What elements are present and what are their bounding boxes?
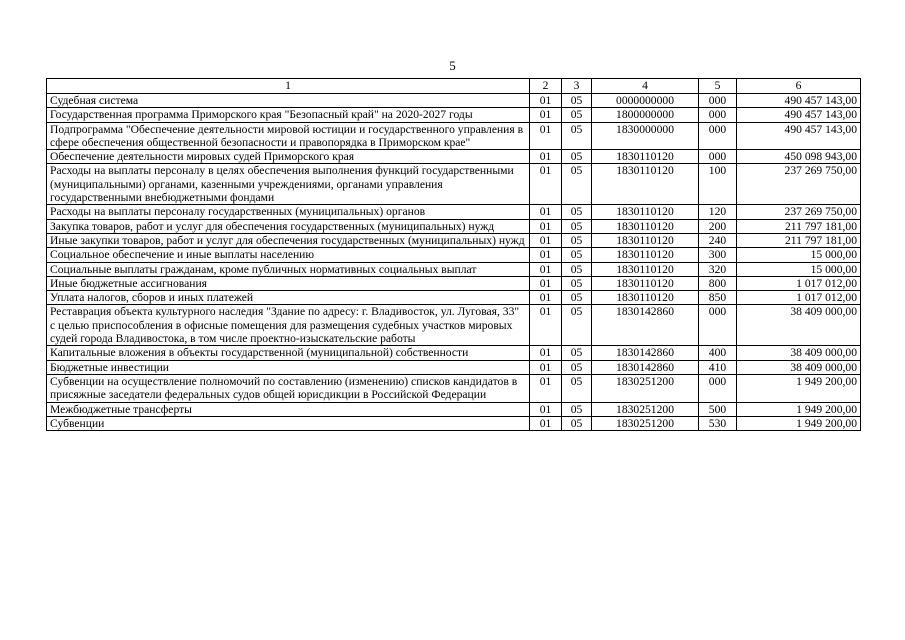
row-subsection: 05 xyxy=(562,305,592,346)
column-header-3: 3 xyxy=(562,79,592,94)
row-expense-type: 000 xyxy=(699,374,737,402)
row-subsection: 05 xyxy=(562,276,592,290)
row-subsection: 05 xyxy=(562,262,592,276)
row-expense-type: 320 xyxy=(699,262,737,276)
row-name: Судебная система xyxy=(47,94,530,108)
row-name: Субвенции xyxy=(47,416,530,430)
row-amount: 1 017 012,00 xyxy=(737,276,861,290)
row-name: Субвенции на осуществление полномочий по составлению (изменению) списков кандидатов в присяжные заседатели федеральных судов общей юрисдикции в Российской Федерации xyxy=(47,374,530,402)
row-target-article: 1830251200 xyxy=(592,402,699,416)
row-section: 01 xyxy=(530,374,562,402)
row-section: 01 xyxy=(530,205,562,219)
row-target-article: 1830110120 xyxy=(592,233,699,247)
column-header-4: 4 xyxy=(592,79,699,94)
row-amount: 211 797 181,00 xyxy=(737,219,861,233)
row-target-article: 1830110120 xyxy=(592,164,699,205)
row-section: 01 xyxy=(530,150,562,164)
table-row xyxy=(47,346,861,360)
row-target-article: 1830110120 xyxy=(592,291,699,305)
row-target-article: 1830110120 xyxy=(592,248,699,262)
row-name: Социальное обеспечение и иные выплаты населению xyxy=(47,248,530,262)
row-section: 01 xyxy=(530,416,562,430)
row-name: Бюджетные инвестиции xyxy=(47,360,530,374)
table-row xyxy=(47,248,861,262)
row-target-article: 1830142860 xyxy=(592,360,699,374)
row-section: 01 xyxy=(530,305,562,346)
row-subsection: 05 xyxy=(562,360,592,374)
column-header-2: 2 xyxy=(530,79,562,94)
row-amount: 211 797 181,00 xyxy=(737,233,861,247)
row-subsection: 05 xyxy=(562,233,592,247)
row-amount: 490 457 143,00 xyxy=(737,94,861,108)
column-header-6: 6 xyxy=(737,79,861,94)
row-target-article: 0000000000 xyxy=(592,94,699,108)
row-name: Обеспечение деятельности мировых судей Приморского края xyxy=(47,150,530,164)
row-section: 01 xyxy=(530,276,562,290)
row-expense-type: 240 xyxy=(699,233,737,247)
row-subsection: 05 xyxy=(562,291,592,305)
table-row xyxy=(47,262,861,276)
row-expense-type: 410 xyxy=(699,360,737,374)
row-section: 01 xyxy=(530,360,562,374)
budget-table xyxy=(46,78,861,431)
row-target-article: 1830251200 xyxy=(592,416,699,430)
row-amount: 15 000,00 xyxy=(737,248,861,262)
row-expense-type: 000 xyxy=(699,305,737,346)
table-row xyxy=(47,276,861,290)
row-name: Капитальные вложения в объекты государственной (муниципальной) собственности xyxy=(47,346,530,360)
row-target-article: 1830110120 xyxy=(592,262,699,276)
row-subsection: 05 xyxy=(562,248,592,262)
row-expense-type: 000 xyxy=(699,94,737,108)
row-section: 01 xyxy=(530,94,562,108)
row-amount: 15 000,00 xyxy=(737,262,861,276)
table-body xyxy=(47,94,861,431)
row-section: 01 xyxy=(530,248,562,262)
row-expense-type: 530 xyxy=(699,416,737,430)
row-amount: 1 949 200,00 xyxy=(737,402,861,416)
row-section: 01 xyxy=(530,219,562,233)
table-row xyxy=(47,205,861,219)
row-section: 01 xyxy=(530,108,562,122)
row-expense-type: 000 xyxy=(699,150,737,164)
row-amount: 490 457 143,00 xyxy=(737,122,861,150)
row-subsection: 05 xyxy=(562,219,592,233)
row-section: 01 xyxy=(530,233,562,247)
row-subsection: 05 xyxy=(562,416,592,430)
table-row xyxy=(47,122,861,150)
row-amount: 237 269 750,00 xyxy=(737,164,861,205)
row-expense-type: 120 xyxy=(699,205,737,219)
row-subsection: 05 xyxy=(562,122,592,150)
table-row xyxy=(47,233,861,247)
table-row xyxy=(47,164,861,205)
table-row xyxy=(47,291,861,305)
table-row xyxy=(47,150,861,164)
row-name: Расходы на выплаты персоналу в целях обеспечения выполнения функций государственными (муниципальными) органами, казенными учреждениями, органами управления государственными внебюджетными фондами xyxy=(47,164,530,205)
row-expense-type: 300 xyxy=(699,248,737,262)
table-row xyxy=(47,402,861,416)
row-subsection: 05 xyxy=(562,374,592,402)
row-name: Уплата налогов, сборов и иных платежей xyxy=(47,291,530,305)
row-amount: 38 409 000,00 xyxy=(737,346,861,360)
row-subsection: 05 xyxy=(562,94,592,108)
row-expense-type: 200 xyxy=(699,219,737,233)
row-name: Иные бюджетные ассигнования xyxy=(47,276,530,290)
row-target-article: 1830251200 xyxy=(592,374,699,402)
row-section: 01 xyxy=(530,262,562,276)
row-amount: 237 269 750,00 xyxy=(737,205,861,219)
table-row xyxy=(47,94,861,108)
row-target-article: 1830142860 xyxy=(592,305,699,346)
row-target-article: 1830142860 xyxy=(592,346,699,360)
row-amount: 1 949 200,00 xyxy=(737,374,861,402)
row-subsection: 05 xyxy=(562,346,592,360)
row-amount: 38 409 000,00 xyxy=(737,360,861,374)
row-name: Расходы на выплаты персоналу государственных (муниципальных) органов xyxy=(47,205,530,219)
row-target-article: 1800000000 xyxy=(592,108,699,122)
row-amount: 1 017 012,00 xyxy=(737,291,861,305)
row-section: 01 xyxy=(530,291,562,305)
row-expense-type: 000 xyxy=(699,122,737,150)
table-row xyxy=(47,416,861,430)
column-header-5: 5 xyxy=(699,79,737,94)
row-section: 01 xyxy=(530,122,562,150)
row-target-article: 1830110120 xyxy=(592,205,699,219)
table-row xyxy=(47,219,861,233)
column-header-1: 1 xyxy=(47,79,530,94)
row-expense-type: 500 xyxy=(699,402,737,416)
row-target-article: 1830000000 xyxy=(592,122,699,150)
row-name: Межбюджетные трансферты xyxy=(47,402,530,416)
row-section: 01 xyxy=(530,402,562,416)
row-name: Закупка товаров, работ и услуг для обеспечения государственных (муниципальных) нужд xyxy=(47,219,530,233)
row-subsection: 05 xyxy=(562,108,592,122)
table-row xyxy=(47,108,861,122)
row-target-article: 1830110120 xyxy=(592,150,699,164)
row-name: Реставрация объекта культурного наследия "Здание по адресу: г. Владивосток, ул. Луговая, 33" с целью приспособления в офисные помещения для размещения судебных участков мировых судей города Владивостока, в том числе проектно-изыскательские работы xyxy=(47,305,530,346)
row-target-article: 1830110120 xyxy=(592,276,699,290)
row-amount: 450 098 943,00 xyxy=(737,150,861,164)
row-subsection: 05 xyxy=(562,402,592,416)
row-target-article: 1830110120 xyxy=(592,219,699,233)
row-section: 01 xyxy=(530,164,562,205)
row-name: Иные закупки товаров, работ и услуг для обеспечения государственных (муниципальных) нужд xyxy=(47,233,530,247)
row-section: 01 xyxy=(530,346,562,360)
row-name: Подпрограмма "Обеспечение деятельности мировой юстиции и государственного управления в сфере обеспечения общественной безопасности и правопорядка в Приморском крае" xyxy=(47,122,530,150)
row-subsection: 05 xyxy=(562,164,592,205)
table-row xyxy=(47,374,861,402)
row-amount: 490 457 143,00 xyxy=(737,108,861,122)
row-expense-type: 100 xyxy=(699,164,737,205)
row-name: Социальные выплаты гражданам, кроме публичных нормативных социальных выплат xyxy=(47,262,530,276)
row-amount: 1 949 200,00 xyxy=(737,416,861,430)
page-number: 5 xyxy=(449,58,456,73)
row-amount: 38 409 000,00 xyxy=(737,305,861,346)
row-expense-type: 800 xyxy=(699,276,737,290)
row-name: Государственная программа Приморского края "Безопасный край" на 2020-2027 годы xyxy=(47,108,530,122)
table-row xyxy=(47,305,861,346)
table-header-row xyxy=(47,79,861,94)
row-subsection: 05 xyxy=(562,205,592,219)
row-expense-type: 400 xyxy=(699,346,737,360)
table-row xyxy=(47,360,861,374)
row-expense-type: 000 xyxy=(699,108,737,122)
row-expense-type: 850 xyxy=(699,291,737,305)
row-subsection: 05 xyxy=(562,150,592,164)
